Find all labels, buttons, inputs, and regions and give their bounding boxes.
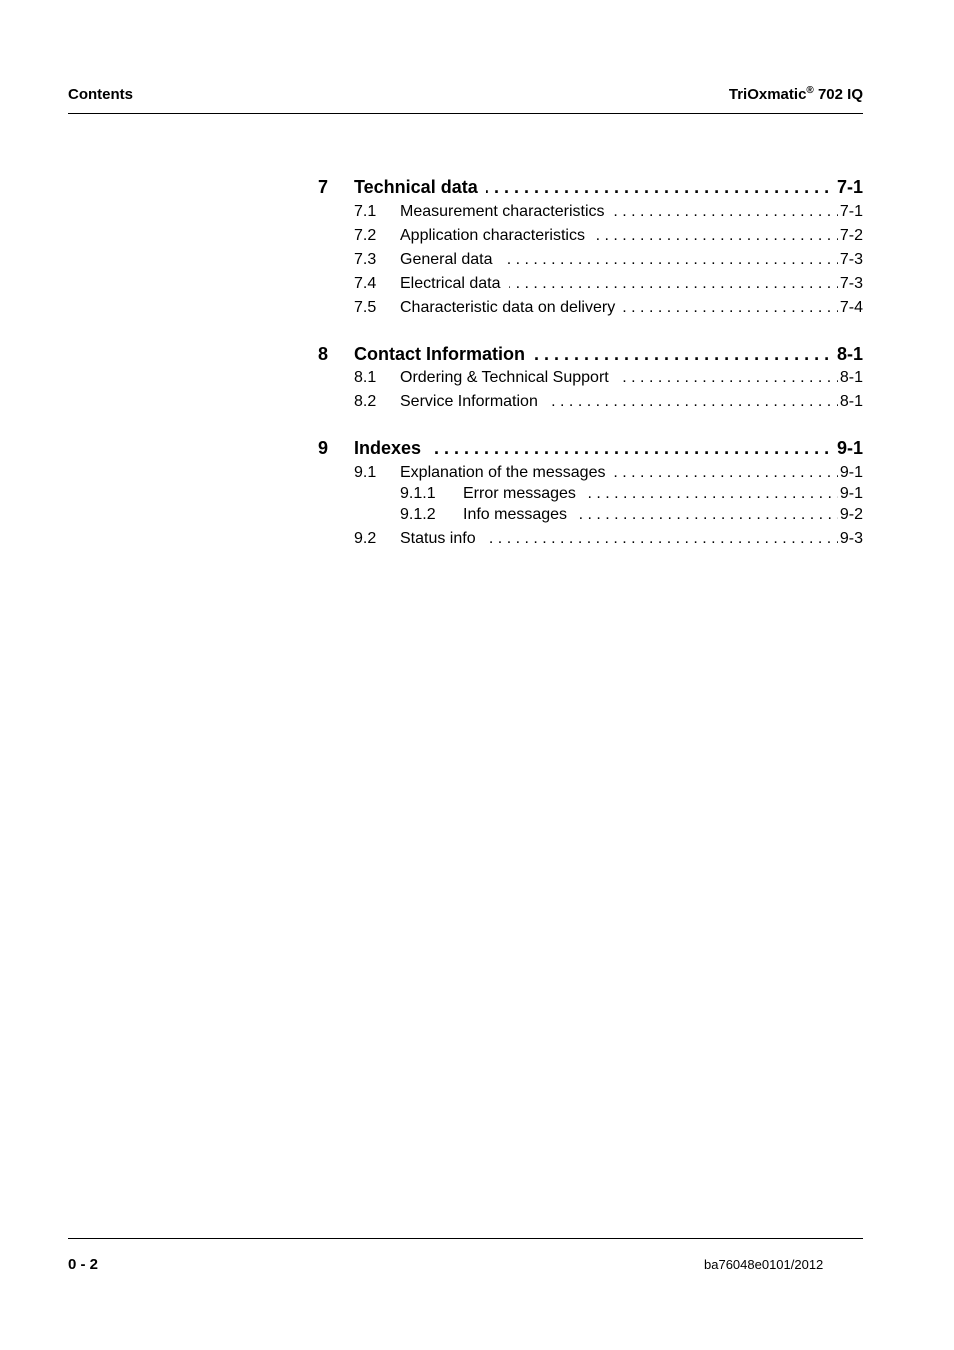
toc-title-row xyxy=(463,506,863,526)
toc-title-row xyxy=(400,203,863,223)
toc-page: 7-4 xyxy=(839,299,863,316)
toc-entry[interactable] xyxy=(318,393,863,413)
toc-title: Technical data xyxy=(354,177,486,197)
page-number: 0 - 2 xyxy=(68,1256,99,1273)
toc-entry[interactable] xyxy=(318,251,863,271)
toc-number: 9.2 xyxy=(354,530,377,547)
toc-title-row xyxy=(354,438,863,460)
toc-page: 8-1 xyxy=(839,393,863,410)
toc-page: 9-1 xyxy=(839,464,863,481)
product-model: 702 IQ xyxy=(817,86,863,103)
header-product xyxy=(729,86,863,103)
toc-entry[interactable] xyxy=(318,299,863,319)
toc-title: Info messages xyxy=(463,506,575,523)
toc-title-row xyxy=(400,275,863,295)
document-id: ba76048e0101/2012 xyxy=(704,1257,824,1272)
toc-title-row xyxy=(354,177,863,199)
toc-title: Electrical data xyxy=(400,275,509,292)
toc-title-row xyxy=(400,369,863,389)
toc-title-row xyxy=(463,485,863,505)
page-header xyxy=(68,86,863,106)
header-divider xyxy=(68,113,863,114)
toc-page: 8-1 xyxy=(839,369,863,386)
toc-title-row xyxy=(354,344,863,366)
toc-number: 9.1 xyxy=(354,464,377,481)
toc-entry[interactable] xyxy=(318,203,863,223)
toc-number: 7 xyxy=(318,177,329,197)
toc-title: Application characteristics xyxy=(400,227,593,244)
toc-title-row xyxy=(400,251,863,271)
toc-chapter[interactable] xyxy=(318,177,863,199)
toc-title: Contact Information xyxy=(354,344,533,364)
toc-number: 8.1 xyxy=(354,369,377,386)
toc-title-row xyxy=(400,530,863,550)
leader-dots xyxy=(354,438,863,459)
toc-page: 9-1 xyxy=(836,438,863,458)
toc-page: 9-2 xyxy=(839,506,863,523)
toc-page: 7-3 xyxy=(839,251,863,268)
toc-number: 7.4 xyxy=(354,275,377,292)
toc-title: Service Information xyxy=(400,393,546,410)
toc-entry[interactable] xyxy=(318,485,863,505)
toc-title: Indexes xyxy=(354,438,429,458)
toc-title: Error messages xyxy=(463,485,584,502)
toc-chapter[interactable] xyxy=(318,438,863,460)
toc-number: 9.1.2 xyxy=(400,506,436,523)
toc-page: 8-1 xyxy=(836,344,863,364)
toc-entry[interactable] xyxy=(318,275,863,295)
toc-title: Ordering & Technical Support xyxy=(400,369,617,386)
toc-page: 7-3 xyxy=(839,275,863,292)
product-name: TriOxmatic xyxy=(728,86,807,103)
header-section-title: Contents xyxy=(68,86,133,103)
toc-entry[interactable] xyxy=(318,464,863,484)
toc-page: 7-1 xyxy=(836,177,863,197)
toc-entry[interactable] xyxy=(318,369,863,389)
toc-title-row xyxy=(400,227,863,247)
toc-title: Characteristic data on delivery xyxy=(400,299,623,316)
toc-number: 7.5 xyxy=(354,299,377,316)
toc-title: Measurement characteristics xyxy=(400,203,613,220)
registered-mark: ® xyxy=(806,85,814,96)
toc-title: General data xyxy=(400,251,501,268)
toc-number: 9.1.1 xyxy=(400,485,436,502)
toc-page: 7-2 xyxy=(839,227,863,244)
toc-title: Explanation of the messages xyxy=(400,464,613,481)
footer-divider xyxy=(68,1238,863,1239)
toc-page: 7-1 xyxy=(839,203,863,220)
toc-number: 8 xyxy=(318,344,329,364)
toc-title-row xyxy=(400,464,863,484)
toc-number: 7.1 xyxy=(354,203,377,220)
toc-title: Status info xyxy=(400,530,484,547)
toc-entry[interactable] xyxy=(318,530,863,550)
toc-page: 9-3 xyxy=(839,530,863,547)
toc-number: 8.2 xyxy=(354,393,377,410)
toc-number: 7.2 xyxy=(354,227,377,244)
toc-page: 9-1 xyxy=(839,485,863,502)
toc-title-row xyxy=(400,393,863,413)
toc-number: 7.3 xyxy=(354,251,377,268)
toc-entry[interactable] xyxy=(318,227,863,247)
toc-chapter[interactable] xyxy=(318,344,863,366)
toc-number: 9 xyxy=(318,438,329,458)
toc-entry[interactable] xyxy=(318,506,863,526)
toc-title-row xyxy=(400,299,863,319)
